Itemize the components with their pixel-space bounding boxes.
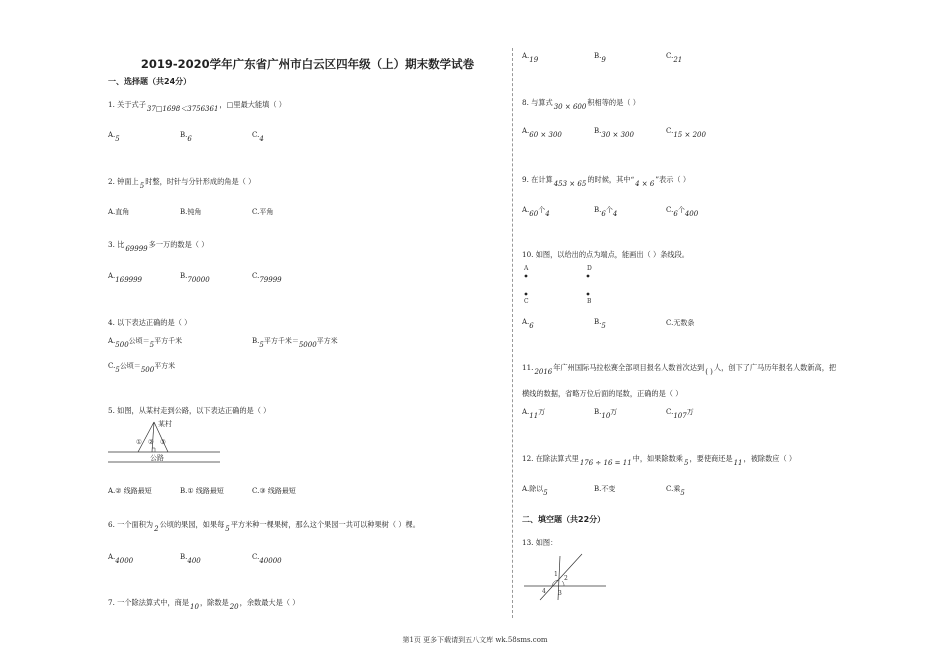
q2-option-a[interactable]: A.直角 — [108, 208, 130, 216]
option-value: 6 — [673, 210, 678, 218]
question-12 — [522, 454, 797, 467]
option-letter: A.除以 — [522, 485, 544, 493]
q12-option-b[interactable]: B.不变 — [594, 485, 616, 493]
option-value: 30 × 300 — [601, 131, 634, 139]
option-letter: A. — [522, 127, 530, 135]
q11-text-e: 人，创下了广马历年报名人数新高，把 — [713, 363, 837, 372]
option-letter: B. — [180, 553, 188, 561]
q6-option-c[interactable] — [252, 553, 282, 565]
q12-value-f: 11 — [733, 459, 743, 467]
q2-option-c[interactable]: C.平角 — [252, 208, 274, 216]
q9-option-b[interactable] — [594, 205, 618, 218]
option-letter: C. — [252, 131, 260, 139]
point-d — [587, 275, 590, 278]
option-value: 500 — [140, 366, 155, 374]
q4-option-a[interactable] — [108, 336, 183, 349]
page-title: 2019-2020学年广东省广州市白云区四年级（上）期末数学试卷 — [140, 57, 475, 71]
q10-option-a[interactable] — [522, 318, 534, 330]
q6-text-c: 公顷的果园，如果每 — [159, 520, 225, 529]
option-letter: B. — [252, 337, 260, 345]
option-value: 400 — [684, 210, 699, 218]
q11-blank: ( ) — [705, 368, 713, 376]
option-value: 19 — [529, 56, 539, 64]
q12-text-c: 中，如果除数乘 — [632, 454, 683, 463]
q9-option-a[interactable] — [522, 205, 550, 218]
q9-sub-expression: 4 × 6 — [635, 180, 655, 188]
option-text: 平方千米＝ — [263, 337, 299, 345]
q9-text-a: 9. 在计算 — [522, 175, 553, 184]
q6-text-e: 平方米种一棵果树，那么这个果园一共可以种果树（ ）棵。 — [230, 520, 420, 529]
option-value: 4 — [612, 210, 618, 218]
question-13: 13. 如图： — [522, 538, 558, 547]
q6-option-b[interactable] — [180, 553, 201, 565]
option-letter: A. — [108, 272, 116, 280]
q9-text-c: 的时候，其中“ — [587, 175, 635, 184]
q4-option-b[interactable] — [252, 336, 338, 349]
q3-text-c: 多一万的数是（ ） — [148, 240, 209, 249]
q8-text-a: 8. 与算式 — [522, 98, 553, 107]
route-3-label: ③ — [160, 438, 166, 446]
option-value: 5 — [680, 489, 685, 497]
question-11 — [522, 363, 837, 376]
q8-option-a[interactable] — [522, 127, 562, 139]
option-value: 5 — [115, 135, 120, 143]
q4-option-c[interactable] — [108, 361, 176, 374]
option-text: 个 — [677, 206, 685, 214]
question-7 — [108, 598, 300, 611]
q3-option-a[interactable] — [108, 272, 143, 284]
angle-2-label: 2 — [564, 575, 568, 582]
q8-text-c: 积相等的是（ ） — [587, 98, 640, 107]
option-value: 60 × 300 — [529, 131, 562, 139]
option-letter: C. — [252, 553, 260, 561]
option-value: 15 × 200 — [673, 131, 706, 139]
option-value: 79999 — [259, 276, 282, 284]
option-letter: B. — [180, 272, 188, 280]
option-value: 107 — [673, 412, 687, 420]
option-letter: C. — [666, 206, 674, 214]
question-11-line-2: 横线的数据，省略万位后面的尾数，正确的是（ ） — [522, 389, 683, 398]
q7-value-d: 20 — [229, 603, 239, 611]
q12-text-e: ，要使商还是 — [689, 454, 733, 463]
option-letter: C. — [666, 408, 674, 416]
q11-text-c: 年广州国际马拉松赛全部项目报名人数首次达到 — [553, 363, 705, 372]
option-value: 9 — [601, 56, 606, 64]
road-label: 公路 — [150, 454, 164, 462]
q11-text-a: 11. — [522, 363, 534, 372]
section-heading-fill: 二、填空题（共22分） — [522, 515, 606, 524]
q8-option-b[interactable] — [594, 127, 634, 139]
option-letter: C. — [252, 272, 260, 280]
option-letter: B. — [594, 206, 602, 214]
option-text: 万 — [538, 408, 546, 416]
q7-option-b[interactable] — [594, 52, 606, 64]
option-text: 平方米 — [316, 337, 338, 345]
q6-text-a: 6. 一个面积为 — [108, 520, 154, 529]
q1-text-a: 1. 关于式子 — [108, 100, 146, 109]
point-a-label: A — [524, 265, 529, 272]
village-label: 某村 — [158, 420, 172, 428]
option-value: 10 — [601, 412, 611, 420]
option-text: 平方米 — [154, 362, 176, 370]
q5-option-c[interactable]: C.③ 线路最短 — [252, 487, 296, 495]
point-b — [587, 293, 590, 296]
section-heading-choice: 一、选择题（共24分） — [108, 77, 192, 86]
q12-option-c[interactable] — [666, 484, 685, 497]
option-text: 万 — [686, 408, 694, 416]
q12-expression: 176 ÷ 16 = 11 — [579, 459, 632, 467]
q8-expression: 30 × 600 — [553, 103, 587, 111]
question-5: 5. 如图，从某村走到公路，以下表达正确的是（ ） — [108, 406, 271, 415]
q1-option-c[interactable] — [252, 131, 264, 143]
question-8 — [522, 98, 640, 111]
q7-option-c[interactable] — [666, 52, 683, 64]
q2-option-b[interactable]: B.钝角 — [180, 208, 202, 216]
route-2-label: ② — [148, 438, 154, 446]
question-4: 4. 以下表达正确的是（ ） — [108, 318, 192, 327]
option-letter: B. — [594, 127, 602, 135]
angle-4-label: 4 — [542, 588, 546, 595]
q11-option-b[interactable] — [594, 407, 618, 420]
q1-text-c: ，□里最大能填（ ） — [219, 100, 286, 109]
option-value: 11 — [529, 412, 539, 420]
option-text: 公顷＝ — [128, 337, 150, 345]
q9-text-e: ”表示（ ） — [655, 175, 691, 184]
option-text: 公顷＝ — [119, 362, 141, 370]
q10-option-b[interactable] — [594, 318, 606, 330]
option-letter: A. — [522, 408, 530, 416]
point-c — [525, 293, 528, 296]
angle-3-label: 3 — [558, 590, 562, 597]
q5-option-a[interactable]: A.② 线路最短 — [108, 487, 152, 495]
q3-option-c[interactable] — [252, 272, 282, 284]
option-value: 6 — [529, 322, 534, 330]
option-letter: A. — [522, 206, 530, 214]
q8-option-c[interactable] — [666, 127, 706, 139]
q12-option-a[interactable] — [522, 484, 548, 497]
q3-option-b[interactable] — [180, 272, 210, 284]
option-text: 个 — [605, 206, 613, 214]
q9-option-c[interactable] — [666, 205, 699, 218]
q7-text-c: ，除数是 — [199, 598, 229, 607]
option-value: 5 — [115, 366, 120, 374]
route-1-line — [138, 422, 154, 452]
option-value: 500 — [115, 341, 129, 349]
option-letter: C. — [666, 52, 674, 60]
question-3 — [108, 240, 209, 253]
q12-text-a: 12. 在除法算式里 — [522, 454, 579, 463]
option-value: 5 — [543, 489, 548, 497]
option-letter: A. — [108, 337, 116, 345]
q7-text-a: 7. 一个除法算式中，商是 — [108, 598, 190, 607]
option-value: 4000 — [115, 557, 134, 565]
q7-value-b: 10 — [190, 603, 199, 611]
route-2-line — [152, 422, 154, 452]
option-value: 5 — [259, 341, 264, 349]
q11-year: 2016 — [534, 368, 553, 376]
option-value: 5000 — [298, 341, 317, 349]
q10-option-c[interactable]: C.无数条 — [666, 319, 695, 327]
q3-value: 69999 — [125, 245, 148, 253]
q7-option-a[interactable] — [522, 52, 539, 64]
q12-value-d: 5 — [683, 459, 689, 467]
question-9 — [522, 175, 691, 188]
option-value: 6 — [601, 210, 606, 218]
option-letter: A. — [522, 318, 530, 326]
option-text: 万 — [610, 408, 618, 416]
option-letter: B. — [180, 131, 188, 139]
question-10: 10. 如图，以给出的点为端点，能画出（ ）条线段。 — [522, 250, 689, 259]
point-a — [525, 275, 528, 278]
option-letter: B. — [594, 318, 602, 326]
q7-text-e: ，余数最大是（ ） — [239, 598, 300, 607]
point-b-label: B — [587, 298, 592, 305]
question-1 — [108, 100, 286, 113]
q12-text-g: ，被除数应（ ） — [743, 454, 797, 463]
option-letter: A. — [108, 131, 116, 139]
route-1-label: ① — [136, 438, 142, 446]
q11-option-c[interactable] — [666, 407, 694, 420]
q2-value: 5 — [139, 182, 145, 190]
q3-text-a: 3. 比 — [108, 240, 125, 249]
option-value: 400 — [187, 557, 201, 565]
option-value: 40000 — [259, 557, 282, 565]
q1-expression: 37□1698＜3756361 — [146, 105, 219, 113]
q5-option-b[interactable]: B.① 线路最短 — [180, 487, 224, 495]
option-letter: C. — [108, 362, 116, 370]
option-letter: A. — [522, 52, 530, 60]
q1-option-a[interactable] — [108, 131, 120, 143]
q13-figure — [520, 550, 610, 602]
option-value: 70000 — [187, 276, 210, 284]
option-text: 平方千米 — [154, 337, 183, 345]
option-letter: A. — [108, 553, 116, 561]
q5-figure — [106, 416, 222, 468]
q2-text-c: 时整，时针与分针形成的角是（ ） — [145, 177, 256, 186]
option-text: 个 — [538, 206, 546, 214]
option-letter: C.乘 — [666, 485, 681, 493]
page-footer: 第1页 更多下载请到五八文库 wk.58sms.com — [402, 636, 548, 644]
q6-value-b: 2 — [154, 525, 159, 533]
option-value: 5 — [601, 322, 606, 330]
option-value: 21 — [673, 56, 683, 64]
q6-option-a[interactable] — [108, 553, 134, 565]
q9-expression: 453 × 65 — [553, 180, 587, 188]
q2-text-a: 2. 钟面上 — [108, 177, 139, 186]
option-value: 4 — [259, 135, 264, 143]
question-6 — [108, 520, 420, 533]
point-c-label: C — [524, 298, 529, 305]
option-value: 4 — [545, 210, 550, 218]
option-letter: B. — [594, 408, 602, 416]
option-letter: B. — [594, 52, 602, 60]
option-value: 169999 — [115, 276, 143, 284]
option-value: 5 — [149, 341, 155, 349]
question-2 — [108, 177, 256, 190]
angle-1-label: 1 — [554, 571, 558, 578]
option-letter: C. — [666, 127, 674, 135]
q11-option-a[interactable] — [522, 407, 546, 420]
option-value: 60 — [529, 210, 539, 218]
q10-figure — [520, 262, 600, 306]
q6-value-d: 5 — [225, 525, 230, 533]
column-divider — [512, 48, 514, 618]
point-d-label: D — [587, 265, 592, 272]
option-value: 6 — [187, 135, 192, 143]
q1-option-b[interactable] — [180, 131, 192, 143]
